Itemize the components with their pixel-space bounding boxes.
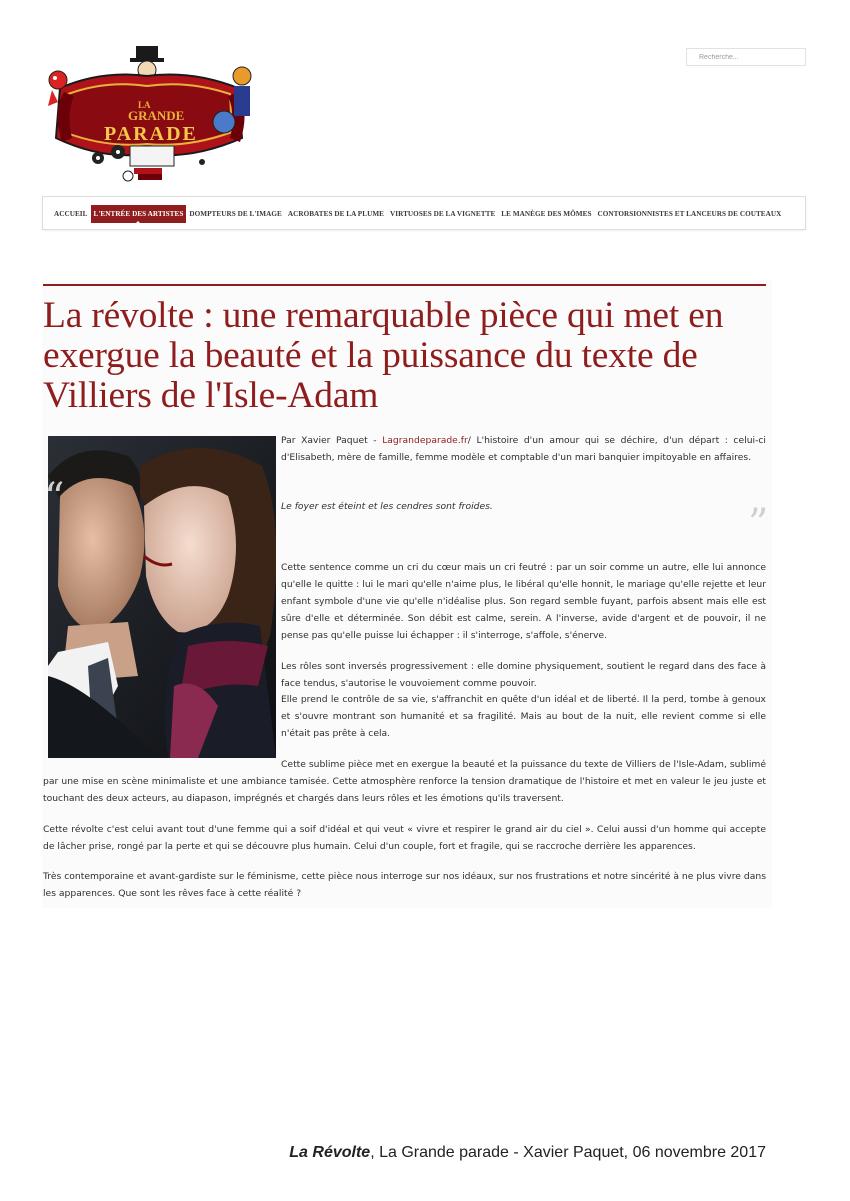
paragraph-3: Les rôles sont inversés progressivement : elle domine physiquement, soutient le regard dans des face à face tendus, s'autorise le vouvoiement comme pouvoir. — [281, 661, 766, 689]
article-title: La révolte : une remarquable pièce qui met en exergue la beauté et la puissance du texte de Villiers de l'Isle-Adam — [43, 295, 724, 416]
intro-text: / L'histoire d'un amour qui se déchire, d'un départ : celui-ci d'Elisabeth, mère de famille, femme modèle et comptable d'un mari banquier impitoyable en affaires. — [281, 435, 766, 463]
title-divider — [43, 284, 766, 286]
nav-item-acrobates-de-la-plume[interactable]: ACROBATES DE LA PLUME — [287, 210, 385, 218]
nav-item-le-manege-des-momes[interactable]: LE MANÈGE DES MÔMES — [501, 210, 592, 218]
pull-quote: Le foyer est éteint et les cendres sont froides. — [281, 501, 493, 512]
search-input[interactable] — [686, 48, 806, 66]
source-link[interactable]: Lagrandeparade.fr — [382, 435, 468, 446]
quote-close-mark: ” — [748, 501, 769, 547]
logo-text-grande: GRANDE — [128, 108, 185, 123]
nav-item-virtuoses-de-la-vignette[interactable]: VIRTUOSES DE LA VIGNETTE — [390, 210, 496, 218]
paragraph-7: Très contemporaine et avant-gardiste sur le féminisme, cette pièce nous interroge sur nos idéaux, sur nos frustrations et notre sincérité à ne plus vivre dans les apparences. Que sont les rêves face à cette réalité ? — [43, 871, 766, 899]
paragraph-2: Cette sentence comme un cri du cœur mais un cri feutré : par un soir comme un autre, elle lui annonce qu'elle le quitte : lui le mari qu'elle n'aime plus, le libéral qu'elle honnit, le mariage qu'elle rejette et leur enfant symbole d'une vie qu'elle n'idéalise plus. Son regard semble fuyant, parfois absent mais elle est sûre d'elle et déterminée. Son débit est calme, serein. A l'inverse, avide d'argent et de pouvoir, il ne pense pas qu'elle puisse lui échapper : il s'interroge, s'affole, s'énerve. — [281, 562, 766, 641]
logo-text-parade: PARADE — [104, 123, 198, 145]
paragraph-6: Cette révolte c'est celui avant tout d'une femme qui a soif d'idéal et qui veut « vivre et respirer le grand air du ciel ». Celui aussi d'un homme qui accepte de lâcher prise, rongé par la perte et qui se découvre plus humain. Celui d'un couple, fort et fragile, qui se raccroche derrière les apparences. — [43, 824, 766, 852]
quote-open-mark: “ — [44, 475, 65, 521]
main-navigation — [42, 196, 806, 230]
paragraph-4: Elle prend le contrôle de sa vie, s'affranchit en quête d'un idéal et de liberté. Il la perd, tombe à genoux et s'ouvre montrant son humanité et sa fragilité. Mais au bout de la nuit, elle revient comme si elle n'était pas prête à cela. — [281, 694, 766, 739]
logo-text-la: LA — [138, 100, 151, 110]
article-photo — [48, 436, 276, 758]
article-intro — [281, 432, 766, 466]
nav-item-contorsionnistes[interactable]: CONTORSIONNISTES ET LANCEURS DE COUTEAUX — [597, 210, 782, 218]
paragraph-5-text: Cette sublime pièce met en exergue la beauté et la puissance du texte de Villiers de l'Isle-Adam, sublimé par une mise en scène minimaliste et une ambiance tamisée. Cette atmosphère renforce la tension dramatique de l'histoire et met en valeur le jeu juste et touchant des deux acteurs, au diapason, imprégnés et chargés dans leurs rôles et les émotions qu'ils traversent. — [43, 759, 766, 804]
nav-item-dompteurs-de-l-image[interactable]: DOMPTEURS DE L'IMAGE — [189, 210, 282, 218]
source-caption — [289, 1144, 766, 1162]
nav-item-accueil[interactable]: ACCUEIL — [54, 210, 88, 218]
caption-rest: , La Grande parade - Xavier Paquet, 06 novembre 2017 — [370, 1144, 766, 1161]
caption-title: La Révolte — [289, 1144, 371, 1161]
la-grande-parade-logo[interactable] — [42, 42, 260, 186]
byline-prefix: Par Xavier Paquet - — [281, 435, 383, 446]
nav-item-entree-des-artistes[interactable]: L'ENTRÉE DES ARTISTES — [91, 205, 187, 223]
paragraph-5 — [43, 756, 766, 807]
